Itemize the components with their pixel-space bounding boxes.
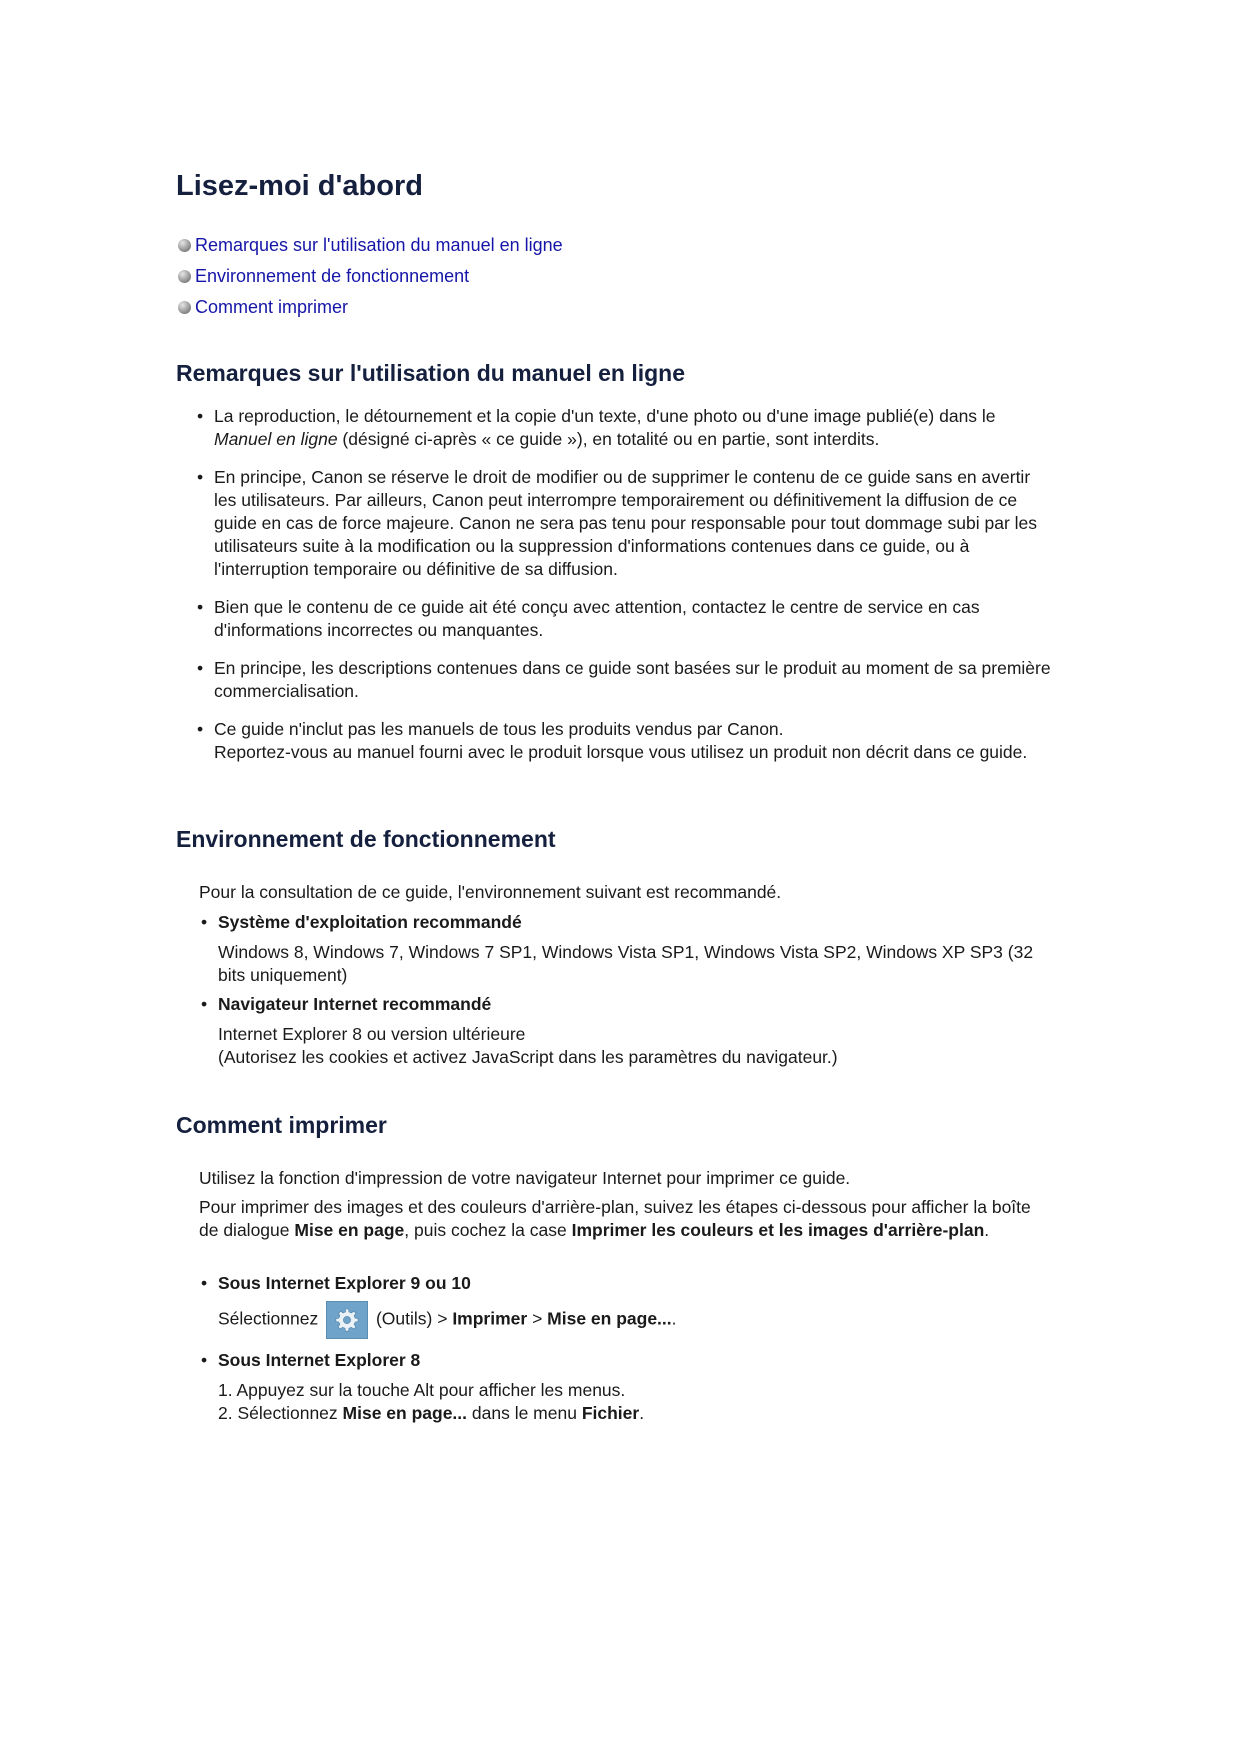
os-title: • Système d'exploitation recommandé [201, 911, 1061, 934]
os-block [201, 911, 1061, 987]
ie8-step-1: 1. Appuyez sur la touche Alt pour afficher les menus. [218, 1380, 626, 1400]
table-of-contents [178, 230, 563, 323]
ie8-block [201, 1349, 1061, 1425]
ie9-block [201, 1272, 1061, 1339]
remarks-item-5: • Ce guide n'inclut pas les manuels de tous les produits vendus par Canon. Reportez-vous au manuel fourni avec le produit lorsque vous utilisez un produit non décrit dans ce guide. [197, 718, 1057, 764]
gray-bullet-icon [178, 301, 191, 314]
toc-link-environment[interactable]: Environnement de fonctionnement [195, 266, 470, 286]
ie9-title: • Sous Internet Explorer 9 ou 10 [201, 1272, 1061, 1295]
gray-bullet-icon [178, 239, 191, 252]
environment-heading: Environnement de fonctionnement [176, 826, 556, 852]
tools-button [326, 1301, 368, 1339]
toc-link-remarks[interactable]: Remarques sur l'utilisation du manuel en ligne [195, 235, 563, 255]
remarks-item-1: • La reproduction, le détournement et la copie d'un texte, d'une photo ou d'une image publié(e) dans le Manuel en ligne (désigné ci-après « ce guide »), en totalité ou en partie, sont interdits. [197, 405, 1057, 451]
remarks-list [197, 405, 1057, 779]
print-instructions: Pour imprimer des images et des couleurs d'arrière-plan, suivez les étapes ci-dessous pour afficher la boîte de dialogue Mise en page, puis cochez la case Imprimer les couleurs et les images d'arrière-plan. [199, 1197, 1031, 1240]
print-intro: Utilisez la fonction d'impression de votre navigateur Internet pour imprimer ce guide. [199, 1168, 851, 1188]
remarks-item-2: • En principe, Canon se réserve le droit de modifier ou de supprimer le contenu de ce guide sans en avertir les utilisateurs. Par ailleurs, Canon peut interrompre temporairement ou définitivement la diffusion de ce guide en cas de force majeure. Canon ne sera pas tenu pour responsable pour tout dommage subi par les utilisateurs suite à la modification ou la suppression d'informations contenues dans ce guide, ou à l'interruption temporaire ou définitive de sa diffusion. [197, 466, 1057, 581]
toc-item-print[interactable] [178, 292, 563, 323]
remarks-heading: Remarques sur l'utilisation du manuel en ligne [176, 360, 686, 386]
ie8-step-2: 2. Sélectionnez Mise en page... dans le menu Fichier. [218, 1403, 645, 1423]
ie9-body: Sélectionnez (Outils) > Imprimer > Mise en page.... [201, 1301, 1061, 1339]
toc-item-environment[interactable] [178, 261, 563, 292]
toc-link-print[interactable]: Comment imprimer [195, 297, 349, 317]
remarks-item-4: • En principe, les descriptions contenues dans ce guide sont basées sur le produit au moment de sa première commercialisation. [197, 657, 1057, 703]
page-title: Lisez-moi d'abord [176, 170, 423, 202]
remarks-item-3: • Bien que le contenu de ce guide ait été conçu avec attention, contactez le centre de service en cas d'informations incorrectes ou manquantes. [197, 596, 1057, 642]
browser-title: • Navigateur Internet recommandé [201, 993, 1061, 1016]
ie8-steps [201, 1379, 1061, 1425]
toc-item-remarks[interactable] [178, 230, 563, 261]
gear-icon [335, 1308, 359, 1332]
gray-bullet-icon [178, 270, 191, 283]
print-heading: Comment imprimer [176, 1112, 387, 1138]
environment-intro: Pour la consultation de ce guide, l'environnement suivant est recommandé. [199, 882, 782, 902]
browser-block [201, 993, 1061, 1069]
os-body: Windows 8, Windows 7, Windows 7 SP1, Windows Vista SP1, Windows Vista SP2, Windows XP SP3 (32 bits uniquement) [218, 942, 1034, 985]
ie8-title: • Sous Internet Explorer 8 [201, 1349, 1061, 1372]
browser-body: Internet Explorer 8 ou version ultérieure (Autorisez les cookies et activez JavaScript dans les paramètres du navigateur.) [218, 1024, 838, 1067]
